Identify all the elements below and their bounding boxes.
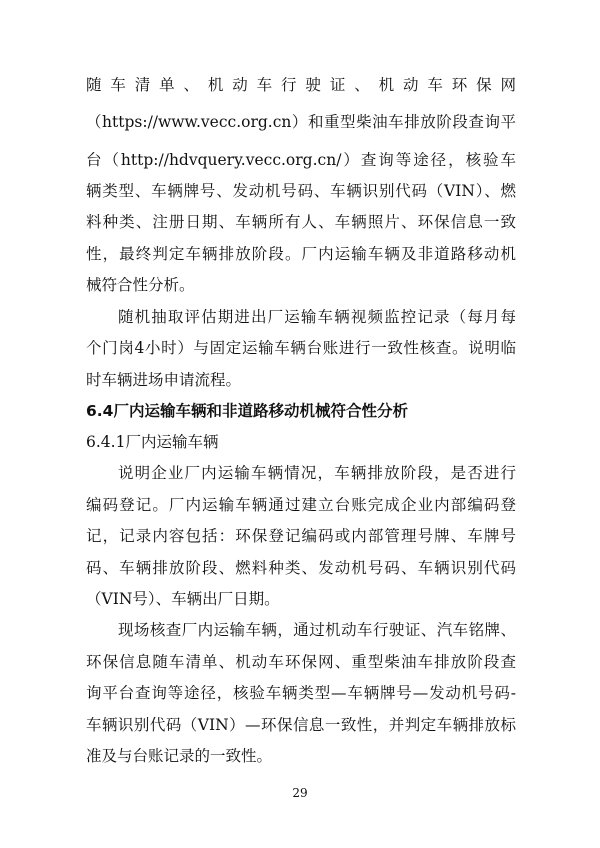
paragraph-4-line-5: 准及与台账记录的一致性。 — [86, 747, 273, 765]
paragraph-1-line-4: 辆类型、车辆牌号、发动机号码、车辆识别代码（VIN）、燃 — [86, 182, 516, 200]
paragraph-4-line-1: 现场核查厂内运输车辆，通过机动车行驶证、汽车铭牌、 — [118, 621, 516, 639]
paragraph-3-line-2: 编码登记。厂内运输车辆通过建立台账完成企业内部编码登 — [86, 496, 516, 514]
paragraph-1-line-5: 料种类、注册日期、车辆所有人、车辆照片、环保信息一致 — [86, 213, 516, 231]
paragraph-1-line-3: 台（http://hdvquery.vecc.org.cn/）查询等途径，核验车 — [86, 151, 516, 169]
section-heading: 6.4厂内运输车辆和非道路移动机械符合性分析 — [86, 402, 408, 420]
paragraph-1-line-1: 随车清单、机动车行驶证、机动车环保网 — [86, 76, 516, 94]
paragraph-2-line-3: 时车辆进场申请流程。 — [86, 371, 242, 389]
paragraph-4-line-3: 询平台查询等途径，核验车辆类型—车辆牌号—发动机号码- — [86, 684, 516, 702]
paragraph-2-line-1: 随机抽取评估期进出厂运输车辆视频监控记录（每月每 — [118, 308, 516, 326]
paragraph-1-line-2: （https://www.vecc.org.cn）和重型柴油车排放阶段查询平 — [86, 113, 516, 131]
paragraph-3-line-3: 记，记录内容包括：环保登记编码或内部管理号牌、车牌号 — [86, 527, 516, 545]
paragraph-3-line-4: 码、车辆排放阶段、燃料种类、发动机号码、车辆识别代码 — [86, 559, 516, 577]
paragraph-3-line-1: 说明企业厂内运输车辆情况，车辆排放阶段，是否进行 — [118, 464, 516, 482]
paragraph-4-line-4: 车辆识别代码（VIN）—环保信息一致性，并判定车辆排放标 — [86, 716, 516, 734]
paragraph-3-line-5: （VIN号）、车辆出厂日期。 — [86, 590, 280, 608]
subsection-heading: 6.4.1厂内运输车辆 — [86, 433, 219, 451]
page-number: 29 — [292, 786, 308, 800]
paragraph-1-line-6: 性，最终判定车辆排放阶段。厂内运输车辆及非道路移动机 — [86, 245, 516, 263]
paragraph-1-line-7: 械符合性分析。 — [86, 276, 195, 294]
paragraph-2-line-2: 个门岗4小时）与固定运输车辆台账进行一致性核查。说明临 — [86, 339, 516, 357]
paragraph-4-line-2: 环保信息随车清单、机动车环保网、重型柴油车排放阶段查 — [86, 653, 516, 671]
